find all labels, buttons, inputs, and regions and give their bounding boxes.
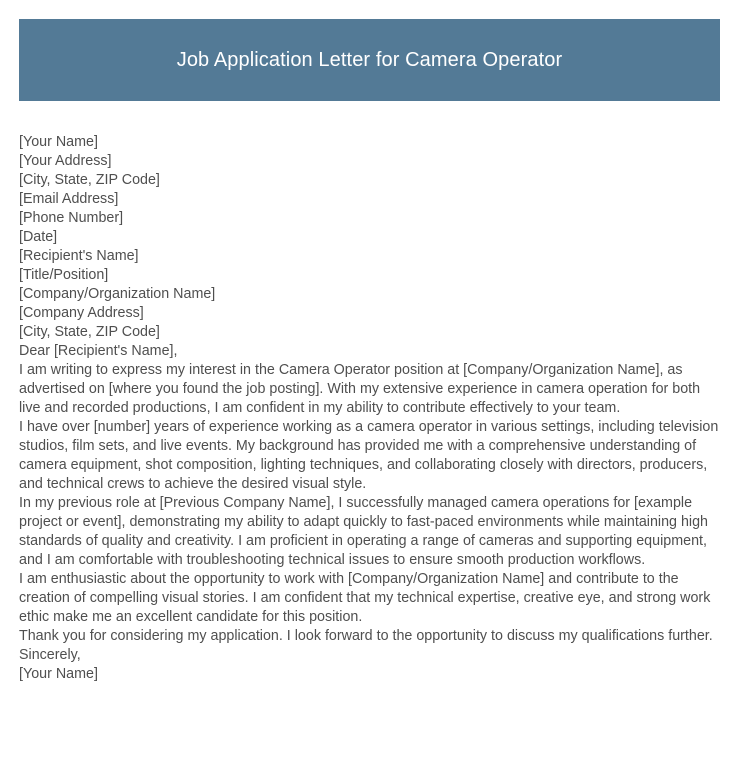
- letter-date: [Date]: [19, 229, 58, 245]
- recipient-city-state-zip: [City, State, ZIP Code]: [19, 324, 160, 340]
- closing-salutation: Sincerely,: [19, 647, 81, 663]
- sender-city-state-zip: [City, State, ZIP Code]: [19, 172, 160, 188]
- sender-name: [Your Name]: [19, 134, 98, 150]
- document-header-banner: [19, 19, 720, 101]
- salutation: Dear [Recipient's Name],: [19, 343, 178, 359]
- sender-phone: [Phone Number]: [19, 210, 124, 226]
- signature-name: [Your Name]: [19, 666, 98, 682]
- body-paragraph-5: Thank you for considering my application. I look forward to the opportunity to discuss my qualifications further.: [19, 628, 713, 644]
- body-paragraph-1: I am writing to express my interest in the Camera Operator position at [Company/Organization Name], as advertised on [where you found the job posting]. With my extensive experience in camera operation for both live and recorded productions, I am confident in my ability to contribute effectively to your team.: [19, 362, 701, 416]
- body-paragraph-3: In my previous role at [Previous Company Name], I successfully managed camera operations for [example project or event], demonstrating my ability to adapt quickly to fast-paced environments while maintaining high standards of quality and creativity. I am proficient in operating a range of cameras and supporting equipment, and I am comfortable with troubleshooting technical issues to ensure smooth production workflows.: [19, 495, 708, 568]
- page-title: Job Application Letter for Camera Operator: [176, 49, 563, 71]
- recipient-company: [Company/Organization Name]: [19, 286, 216, 302]
- recipient-address: [Company Address]: [19, 305, 144, 321]
- letter-body: [19, 133, 720, 684]
- body-paragraph-4: I am enthusiastic about the opportunity to work with [Company/Organization Name] and contribute to the creation of compelling visual stories. I am confident that my technical expertise, creative eye, and strong work ethic make me an excellent candidate for this position.: [19, 571, 711, 625]
- sender-address: [Your Address]: [19, 153, 112, 169]
- recipient-name: [Recipient's Name]: [19, 248, 139, 264]
- body-paragraph-2: I have over [number] years of experience working as a camera operator in various settings, including television studios, film sets, and live events. My background has provided me with a comprehensive understanding of camera equipment, shot composition, lighting techniques, and collaborating closely with directors, producers, and technical crews to achieve the desired visual style.: [19, 419, 719, 492]
- sender-email: [Email Address]: [19, 191, 119, 207]
- recipient-title: [Title/Position]: [19, 267, 109, 283]
